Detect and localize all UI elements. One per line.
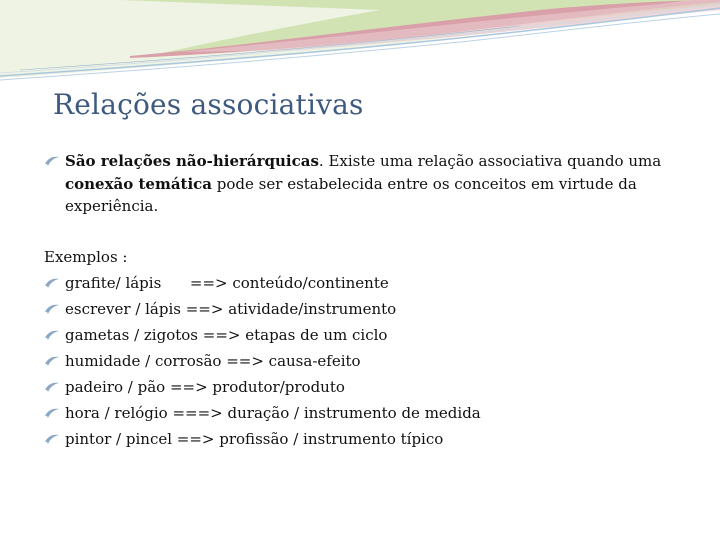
swoosh-bullet-icon — [44, 381, 60, 393]
swoosh-bullet-icon — [44, 277, 60, 289]
example-text: padeiro / pão ==> produtor/produto — [65, 378, 345, 396]
examples-section — [44, 244, 694, 452]
example-text: pintor / pincel ==> profissão / instrumento típico — [65, 430, 444, 448]
swoosh-bullet-icon — [44, 329, 60, 341]
example-text: hora / relógio ===> duração / instrumento de medida — [65, 404, 481, 422]
examples-list — [44, 270, 694, 452]
intro-paragraph — [44, 150, 684, 218]
intro-text — [44, 150, 684, 218]
intro-term2: conexão temática — [65, 174, 213, 193]
list-item — [44, 400, 694, 426]
intro-term: São relações não-hierárquicas — [65, 152, 319, 170]
example-text: gametas / zigotos ==> etapas de um ciclo — [65, 326, 388, 344]
list-item — [44, 374, 694, 400]
example-text: grafite/ lápis ==> conteúdo/continente — [65, 274, 389, 292]
list-item — [44, 322, 694, 348]
swoosh-bullet-icon — [44, 155, 60, 167]
examples-heading: Exemplos : — [44, 248, 128, 266]
swoosh-bullet-icon — [44, 355, 60, 367]
list-item — [44, 296, 694, 322]
intro-text-part2: pode ser estabelecida entre os conceitos em virtude da experiência. — [65, 174, 637, 215]
example-text: humidade / corrosão ==> causa-efeito — [65, 352, 361, 370]
intro-text-part1: . Existe uma relação associativa quando uma — [318, 152, 662, 170]
swoosh-bullet-icon — [44, 303, 60, 315]
header-wave-decoration — [0, 0, 720, 90]
example-text: escrever / lápis ==> atividade/instrumento — [65, 300, 397, 318]
list-item — [44, 426, 694, 452]
list-item — [44, 270, 694, 296]
swoosh-bullet-icon — [44, 433, 60, 445]
swoosh-bullet-icon — [44, 407, 60, 419]
list-item — [44, 348, 694, 374]
slide-title: Relações associativas — [53, 88, 364, 121]
